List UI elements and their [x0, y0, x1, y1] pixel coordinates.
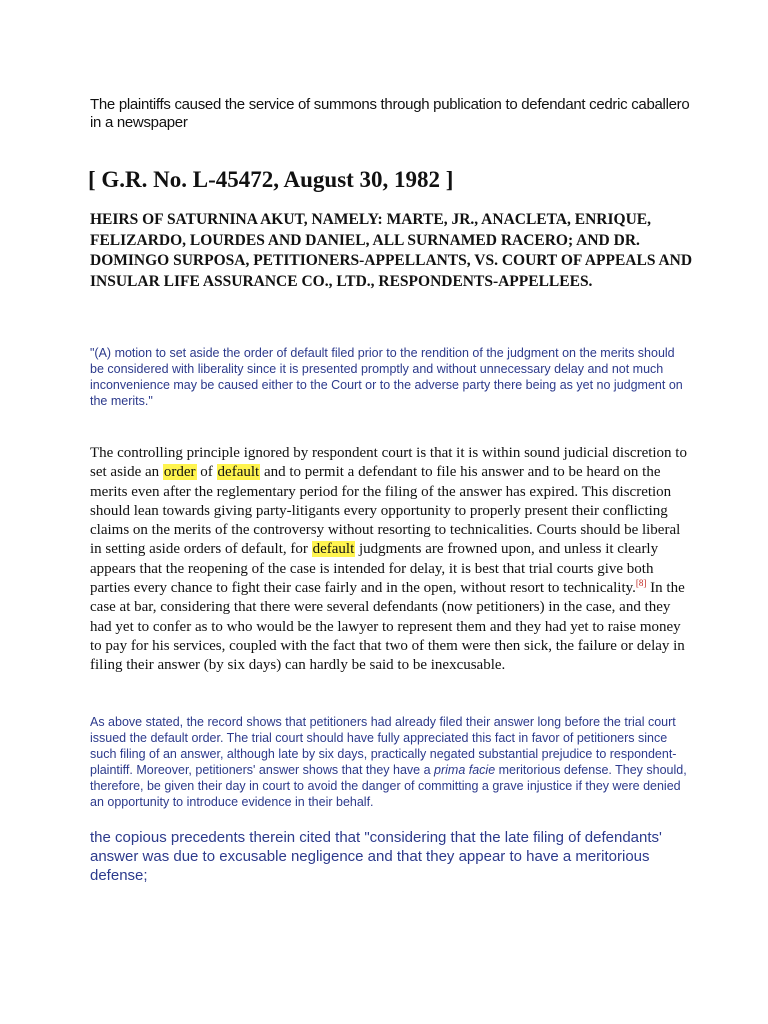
- quoted-ruling-2: [90, 714, 690, 810]
- highlight-order: order: [163, 464, 196, 481]
- body-text-3: and to permit a defendant to file his answer and to be heard on the merits even after the reglementary period for the filing of the answer has expired. This discretion should lean towards giving party-litigants every opportunity to properly present their conflicting claims on the merits of the controversy without resorting to technicalities. Courts should be liberal in setting aside orders of default, for: [90, 464, 681, 558]
- body-text-5: In the case at bar, considering that there were several defendants (now petitioners) in the case, and they had yet to confer as to who would be the lawyer to represent them and they had yet to raise money to pay for his services, coupled with the fact that two of them were then sick, the failure or delay in filing their answer (by six days) can hardly be said to be inexcusable.: [90, 580, 685, 674]
- body-paragraph: [90, 444, 690, 676]
- body-text-4: judgments are frowned upon, and unless it clearly appears that the reopening of the case is intended for delay, it is best that trial courts give both parties every chance to fight their case fairly and in the open, without resort to technicality.: [90, 541, 659, 597]
- case-number-heading: [ G.R. No. L-45472, August 30, 1982 ]: [88, 167, 454, 192]
- intro-text: The plaintiffs caused the service of summons through publication to defendant cedric caballero in a newspaper: [90, 96, 690, 131]
- footnote-link[interactable]: [8]: [635, 578, 647, 589]
- body-text-2: of: [196, 464, 217, 481]
- body-text-1: The controlling principle ignored by respondent court is that it is within sound judicial discretion to set aside an: [90, 445, 687, 481]
- quote2-text-1: As above stated, the record shows that petitioners had already filed their answer long before the trial court issued the default order. The trial court should have fully appreciated this fact in favor of petitioners since such filing of an answer, although late by six days, practically negated substantial prejudice to respondent-plaintiff. Moreover, petitioners' answer shows that they have a: [90, 715, 677, 777]
- quoted-ruling-3: the copious precedents therein cited that "considering that the late filing of defendants' answer was due to excusable negligence and that they appear to have a meritorious defense;: [90, 829, 662, 884]
- quote2-italic: prima facie: [434, 763, 496, 777]
- quoted-ruling-1: "(A) motion to set aside the order of default filed prior to the rendition of the judgment on the merits should be considered with liberality since it is presented promptly and without unnecessary delay and not much inconvenience may be caused either to the Court or to the adverse party there being as yet no judgment on the merits.": [90, 346, 683, 408]
- highlight-default-1: default: [217, 464, 260, 481]
- highlight-default-2: default: [312, 541, 355, 558]
- quote2-text-2: meritorious defense. They should, therefore, be given their day in court to avoid the danger of committing a grave injustice if they were denied an opportunity to introduce evidence in their behalf.: [90, 763, 687, 809]
- parties-heading: HEIRS OF SATURNINA AKUT, NAMELY: MARTE, JR., ANACLETA, ENRIQUE, FELIZARDO, LOURDES AND DANIEL, ALL SURNAMED RACERO; AND DR. DOMINGO SURPOSA, PETITIONERS-APPELLANTS, VS. COURT OF APPEALS AND INSULAR LIFE ASSURANCE CO., LTD., RESPONDENTS-APPELLEES.: [90, 211, 693, 290]
